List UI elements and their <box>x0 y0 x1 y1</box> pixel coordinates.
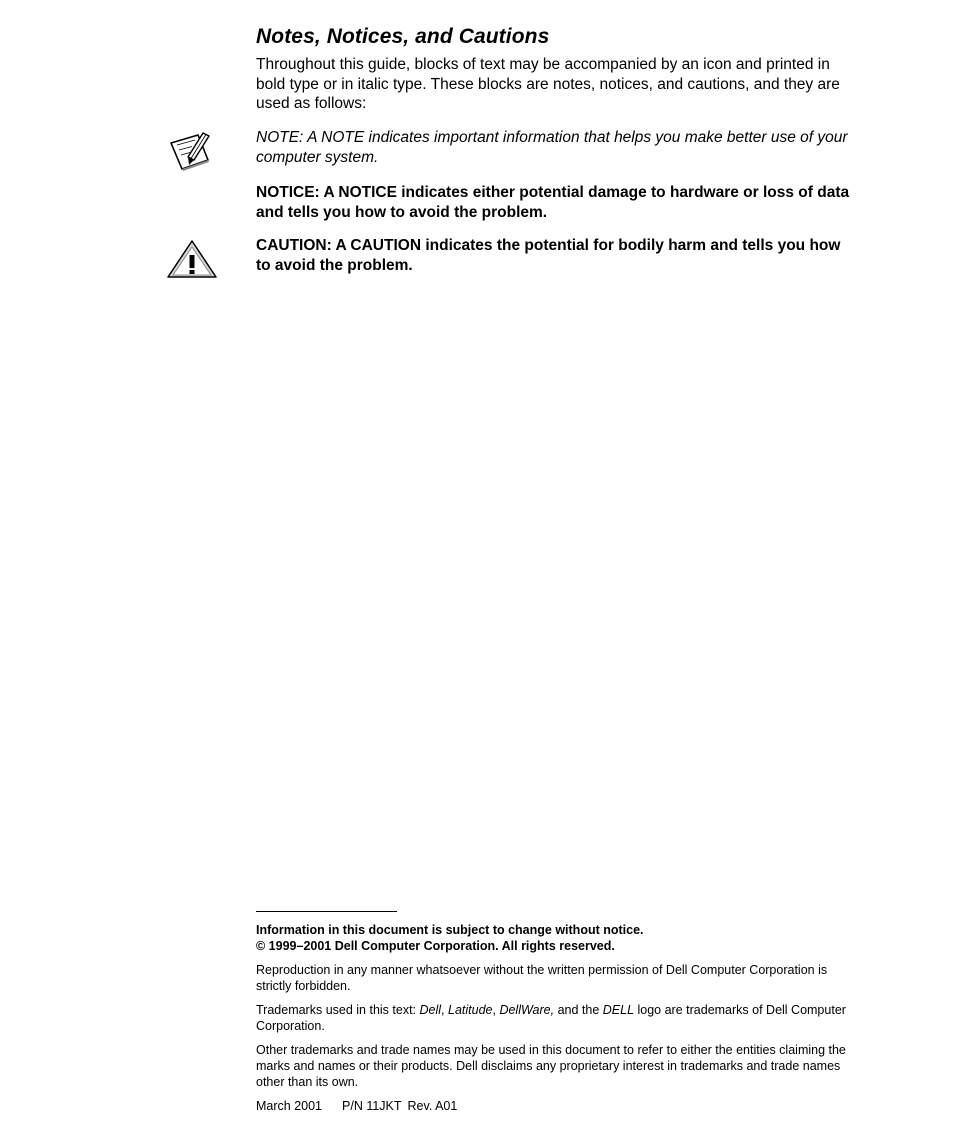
trademark-dell: Dell <box>419 1003 442 1017</box>
intro-paragraph: Throughout this guide, blocks of text may be accompanied by an icon and printed in bold type or in italic type. These blocks are notes, notices, and cautions, and they are used as follows: <box>256 56 840 112</box>
trademark-dellware: DellWare, <box>499 1003 555 1017</box>
trademark-dell-logo: DELL <box>602 1003 635 1017</box>
footer-divider <box>256 911 397 912</box>
trademark-latitude: Latitude <box>448 1003 493 1017</box>
reproduction-notice: Reproduction in any manner whatsoever without the written permission of Dell Computer Corporation is strictly forbidden. <box>256 963 828 993</box>
section-heading: Notes, Notices, and Cautions <box>256 25 550 48</box>
part-number: P/N 11JKT <box>342 1099 402 1113</box>
trademarks-suffix: logo are trademarks of Dell Computer Corporation. <box>256 1003 846 1033</box>
trademark-sep: , <box>492 1003 500 1017</box>
trademarks-mid: and the <box>554 1003 603 1017</box>
other-trademarks-notice: Other trademarks and trade names may be used in this document to refer to either the entities claiming the marks and names or their products. Dell disclaims any proprietary interest in trademarks and trade names other than its own. <box>256 1043 846 1089</box>
change-notice: Information in this document is subject to change without notice. <box>256 923 644 937</box>
notice-text: NOTICE: A NOTICE indicates either potential damage to hardware or loss of data and tells you how to avoid the problem. <box>256 184 850 221</box>
note-text: NOTE: A NOTE indicates important information that helps you make better use of your computer system. <box>256 129 848 166</box>
copyright: © 1999–2001 Dell Computer Corporation. All rights reserved. <box>256 939 615 953</box>
trademark-sep: , <box>441 1003 448 1017</box>
caution-triangle-icon <box>165 238 219 280</box>
trademarks-prefix: Trademarks used in this text: <box>256 1003 420 1017</box>
note-pencil-icon <box>168 130 216 172</box>
footer-notice <box>256 922 856 954</box>
publication-info <box>256 1098 856 1114</box>
revision: Rev. A01 <box>407 1099 458 1113</box>
publication-date: March 2001 <box>256 1099 323 1113</box>
trademarks-notice <box>256 1002 856 1034</box>
caution-text: CAUTION: A CAUTION indicates the potential for bodily harm and tells you how to avoid the problem. <box>256 237 841 274</box>
